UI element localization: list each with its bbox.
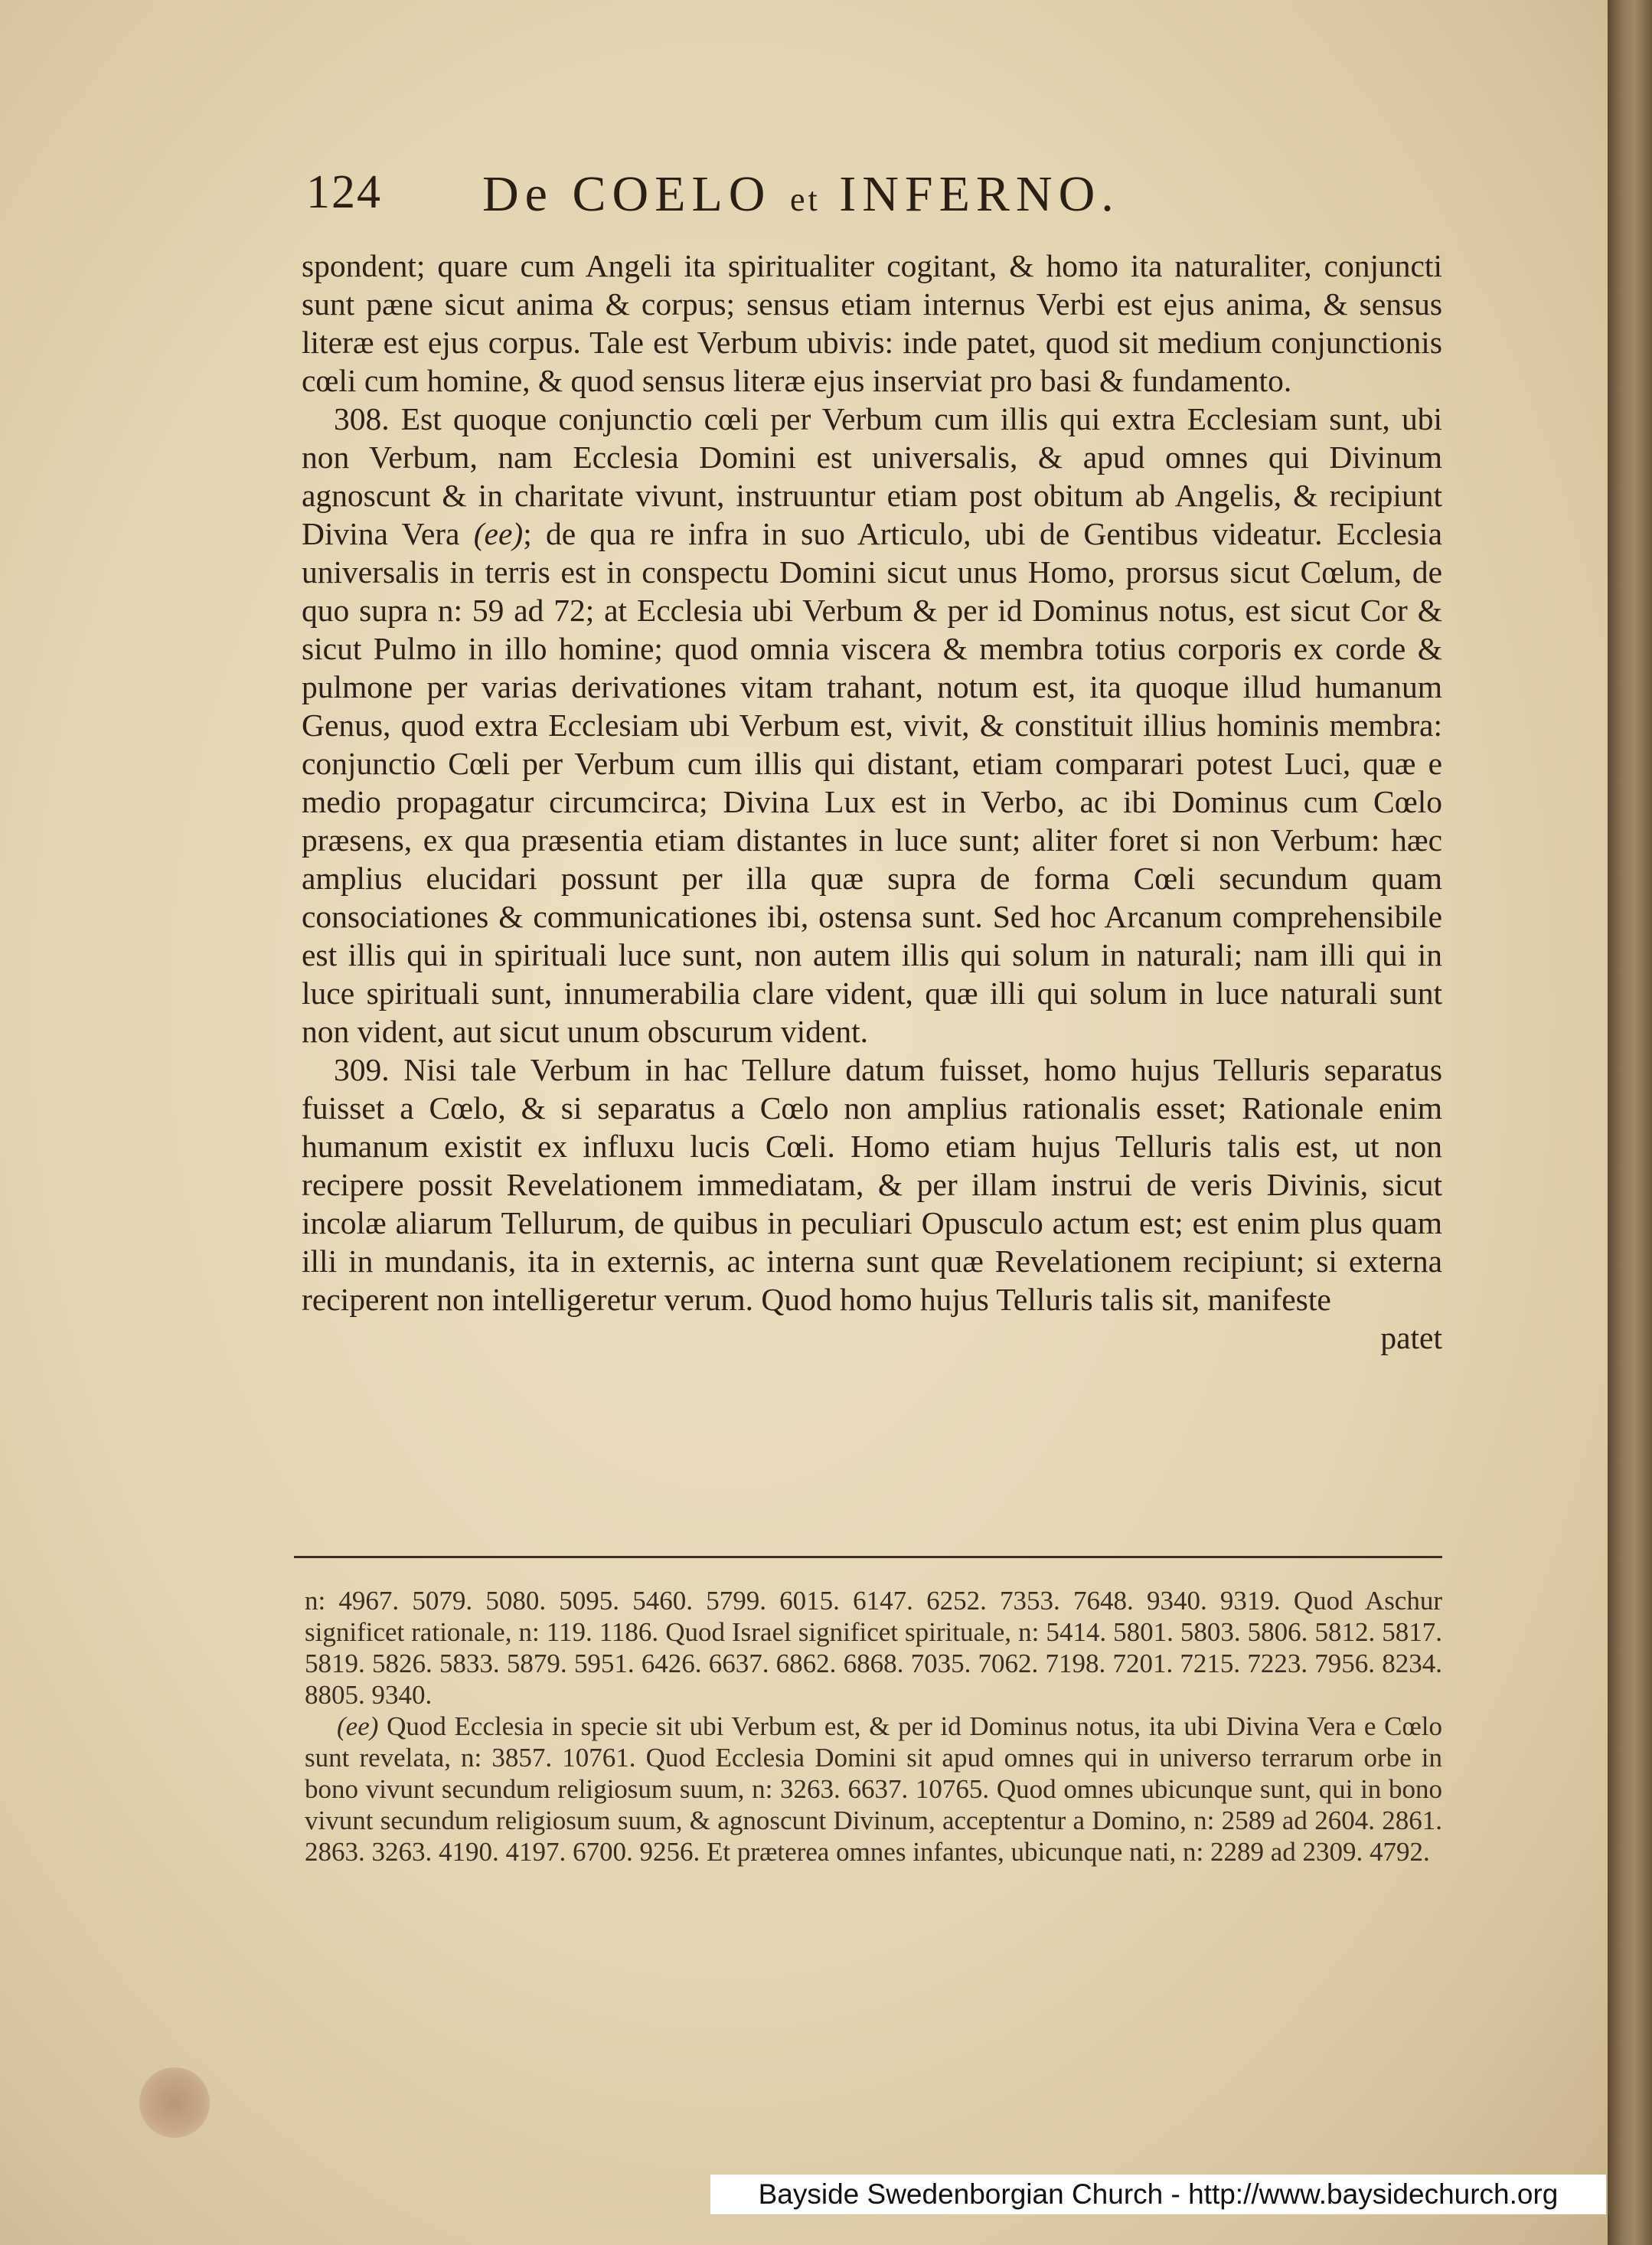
title-coelo: COELO xyxy=(572,166,772,222)
paragraph-number: 309. xyxy=(334,1052,390,1087)
footnote-continued: n: 4967. 5079. 5080. 5095. 5460. 5799. 6015. 6147. 6252. 7353. 7648. 9340. 9319. Quod Aschur significet rationale, n: 119. 1186. Quod Israel significet spirituale, n: 5414. 5801. 5803. 5806. 5812. 5817. 5819. 5826. 5833. 5879. 5951. 6426. 6637. 6862. 6868. 7035. 7062. 7198. 7201. 7215. 7223. 7956. 8234. 8805. 9340. xyxy=(305,1586,1442,1710)
footnote-rule xyxy=(294,1556,1442,1558)
paragraph-text: Est quoque conjunctio cœli per Verbum cum illis qui extra Ecclesiam sunt, ubi non Verbum, nam Ecclesia Domini est universalis, & apud omnes qui Divinum agnoscunt & in charitate vivunt, instruuntur etiam post obitum ab Angelis, & recipiunt Divina Vera xyxy=(302,401,1442,551)
title-de: De xyxy=(482,166,553,222)
watermark-banner: Bayside Swedenborgian Church - http://www.baysidechurch.org xyxy=(710,2175,1606,2214)
paragraph-text-continued: ; de qua re infra in suo Articulo, ubi de Gentibus videatur. Ecclesia universalis in terris est in conspectu Domini sicut unus Homo, prorsus sicut Cœlum, de quo supra n: 59 ad 72; at Ecclesia ubi Verbum & per id Dominus notus, est sicut Cor & sicut Pulmo in illo homine; quod omnia viscera & membra totius corporis ex corde & pulmone per varias derivationes vitam trahant, notum est, ita quoque illud humanum Genus, quod extra Ecclesiam ubi Verbum est, vivit, & constituit illius hominis membra: conjunctio Cœli per Verbum cum illis qui distant, etiam comparari potest Luci, quæ e medio propagatur circumcirca; Divina Lux est in Verbo, ac ibi Dominus cum Cœlo præsens, ex qua præsentia etiam distantes in luce sunt; aliter foret si non Verbum: hæc amplius elucidari possunt per illa quæ supra de forma Cœli secundum quam consociationes & communicationes ibi, ostensa sunt. Sed hoc Arcanum comprehensibile est illis qui in spirituali luce sunt, non autem illis qui solum in naturali; nam illi qui in luce spirituali sunt, innumerabilia clare vident, quæ illi qui solum in luce naturali sunt non vident, aut sicut unum obscurum vident. xyxy=(302,516,1443,1049)
footnote-ee xyxy=(305,1711,1442,1868)
page-header xyxy=(306,165,1454,234)
footnote-reference: (ee) xyxy=(473,516,524,551)
paragraph-number: 308. xyxy=(334,401,390,436)
title-inferno: INFERNO. xyxy=(839,166,1120,222)
paragraph-309 xyxy=(302,1051,1442,1319)
page-number: 124 xyxy=(306,166,382,218)
catchword: patet xyxy=(1380,1320,1442,1355)
title-et: et xyxy=(789,181,821,218)
binding-edge xyxy=(1608,0,1652,2245)
running-title xyxy=(482,165,1120,224)
paper-stain xyxy=(139,2067,210,2138)
footnote-text: Quod Ecclesia in specie sit ubi Verbum est, & per id Dominus notus, ita ubi Divina Vera e Cœlo sunt revelata, n: 3857. 10761. Quod Ecclesia Domini sit apud omnes qui in universo terrarum orbe in bono vivunt secundum religiosum suum, n: 3263. 6637. 10765. Quod omnes ubicunque sunt, qui in bono vivunt secundum religiosum suum, & agnoscunt Divinum, acceptentur a Domino, n: 2589 ad 2604. 2861. 2863. 3263. 4190. 4197. 6700. 9256. Et præterea omnes infantes, ubicunque nati, n: 2289 ad 2309. 4792. xyxy=(305,1711,1442,1867)
footnotes xyxy=(305,1585,1442,1868)
main-text xyxy=(302,247,1442,1357)
paragraph-308 xyxy=(302,400,1442,1051)
footnote-marker: (ee) xyxy=(337,1711,379,1741)
paragraph-continued: spondent; quare cum Angeli ita spiritualiter cogitant, & homo ita naturaliter, conjuncti sunt pæne sicut anima & corpus; sensus etiam internus Verbi est ejus anima, & sensus literæ est ejus corpus. Tale est Verbum ubivis: inde patet, quod sit medium conjunctionis cœli cum homine, & quod sensus literæ ejus inserviat pro basi & fundamento. xyxy=(302,248,1442,398)
paragraph-text: Nisi tale Verbum in hac Tellure datum fuisset, homo hujus Telluris separatus fuisset a Cœlo, & si separatus a Cœlo non amplius rationalis esset; Rationale enim humanum existit ex influxu lucis Cœli. Homo etiam hujus Telluris talis est, ut non recipere possit Revelationem immediatam, & per illam instrui de veris Divinis, sicut incolæ aliarum Tellurum, de quibus in peculiari Opusculo actum est; est enim plus quam illi in mundanis, ita in externis, ac interna sunt quæ Revelationem recipiunt; si externa reciperent non intelligeretur verum. Quod homo hujus Telluris talis sit, manifeste xyxy=(302,1052,1442,1317)
